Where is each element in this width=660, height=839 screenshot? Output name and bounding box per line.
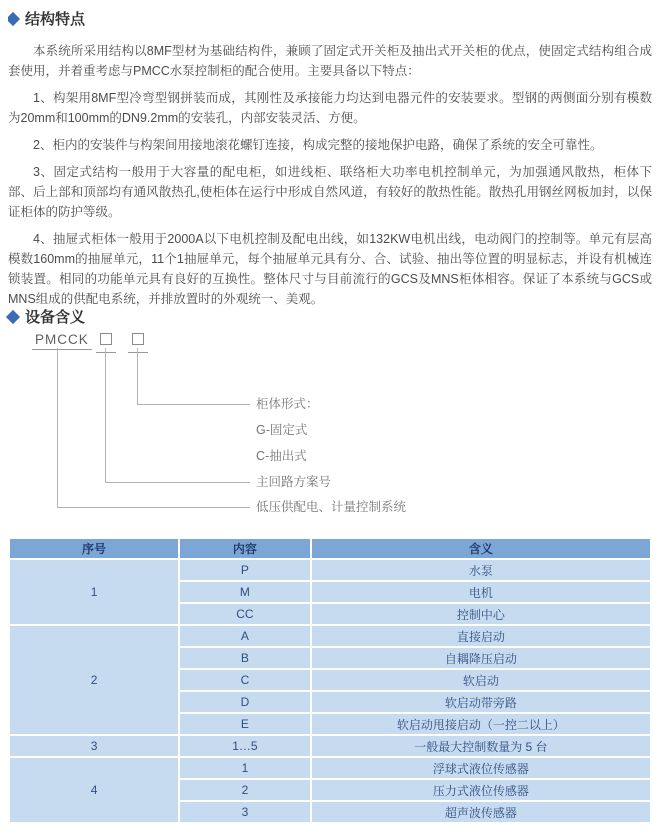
diagram-line (57, 348, 58, 507)
table-row (9, 757, 651, 779)
diagram-line (105, 482, 250, 483)
cell-no: 4 (9, 757, 179, 823)
paragraph-item3: 3、固定式结构一般用于大容量的配电柜，如进线柜、联络柜大功率电机控制单元，为加强通风散热，柜体下部、后上部和顶部均有通风散热孔,使柜体在运行中形成自然风道，有较好的散热性能。散热孔用钢丝网板加封，以保证柜体的防护等级。 (8, 165, 652, 219)
cell-meaning: 浮球式液位传感器 (311, 757, 651, 779)
model-code: PMCCK (32, 332, 92, 350)
diagram-line (137, 348, 138, 404)
cell-content: D (179, 691, 311, 713)
cell-content: A (179, 625, 311, 647)
meaning-table-wrap (8, 537, 652, 824)
paragraph-item4: 4、抽屉式柜体一般用于2000A以下电机控制及配电出线，如132KW电机出线，电动阀门的控制等。单元有层高模数160mm的抽屉单元，11个1抽屉单元，每个抽屉单元具有分、合、试验、抽出等位置的明显标志，并设有机械连锁装置。相同的功能单元具有良好的互换性。整体尺寸与目前流行的GCS及MNS柜体相容。保证了本系统与GCS或MNS组成的供配电系统，并排放置时的外观统一、美观。 (8, 232, 652, 306)
cell-content: M (179, 581, 311, 603)
diagram-line (57, 507, 250, 508)
diagram-label-cabinet-type: 柜体形式： (256, 397, 319, 411)
model-code-box-1 (96, 332, 116, 353)
meaning-section-title: 设备含义 (25, 309, 86, 326)
square-placeholder-icon (132, 333, 144, 345)
cell-content: 1…5 (179, 735, 311, 757)
paragraph-intro: 本系统所采用结构以8MF型材为基础结构件，兼顾了固定式开关柜及抽出式开关柜的优点，使固定式结构组合成套使用，并着重考虑与PMCC水泵控制柜的配合使用。主要具备以下特点： (8, 44, 652, 78)
cell-content: B (179, 647, 311, 669)
model-code-diagram (8, 332, 652, 535)
cell-meaning: 压力式液位传感器 (311, 779, 651, 801)
diagram-line (137, 404, 250, 405)
cell-content: E (179, 713, 311, 735)
cell-meaning: 水泵 (311, 559, 651, 581)
cell-no: 2 (9, 625, 179, 735)
diagram-label-scheme-no: 主回路方案号 (256, 475, 332, 489)
cell-no: 3 (9, 735, 179, 757)
cell-content: 2 (179, 779, 311, 801)
diagram-line (105, 348, 106, 482)
features-section (8, 8, 652, 306)
header-cell-meaning: 含义 (311, 538, 651, 559)
square-placeholder-icon (100, 333, 112, 345)
meaning-section-header (8, 306, 85, 327)
cell-meaning: 软启动 (311, 669, 651, 691)
cell-meaning: 超声波传感器 (311, 801, 651, 823)
diamond-bullet-icon (6, 309, 20, 323)
table-row (9, 559, 651, 581)
diagram-label-fixed: G-固定式 (256, 423, 308, 437)
cell-meaning: 直接启动 (311, 625, 651, 647)
cell-meaning: 自耦降压启动 (311, 647, 651, 669)
diagram-label-drawout: C-抽出式 (256, 449, 307, 463)
header-cell-no: 序号 (9, 538, 179, 559)
cell-meaning: 软启动甩接启动（一控二以上） (311, 713, 651, 735)
header-cell-content: 内容 (179, 538, 311, 559)
paragraph-item2: 2、柜内的安装件与构架间用接地滚花螺钉连接，构成完整的接地保护电路，确保了系统的安全可靠性。 (33, 138, 603, 152)
paragraph-item1: 1、构架用8MF型冷弯型钢拼装而成，其刚性及承接能力均达到电器元件的安装要求。型钢的两侧面分别有模数为20mm和100mm的DN9.2mm的安装孔，内部安装灵活、方便。 (8, 91, 652, 125)
features-section-header (8, 8, 652, 29)
cell-content: 3 (179, 801, 311, 823)
cell-meaning: 电机 (311, 581, 651, 603)
cell-no: 1 (9, 559, 179, 625)
cell-content: C (179, 669, 311, 691)
cell-content: P (179, 559, 311, 581)
table-row (9, 735, 651, 757)
cell-content: CC (179, 603, 311, 625)
cell-meaning: 软启动带旁路 (311, 691, 651, 713)
meaning-table (8, 537, 652, 824)
table-header-row (9, 538, 651, 559)
features-section-title: 结构特点 (25, 11, 86, 28)
diamond-bullet-icon (8, 11, 20, 25)
cell-meaning: 一般最大控制数量为 5 台 (311, 735, 651, 757)
diagram-label-system: 低压供配电、计量控制系统 (256, 500, 407, 514)
cell-content: 1 (179, 757, 311, 779)
model-code-box-2 (128, 332, 148, 353)
cell-meaning: 控制中心 (311, 603, 651, 625)
table-row (9, 625, 651, 647)
